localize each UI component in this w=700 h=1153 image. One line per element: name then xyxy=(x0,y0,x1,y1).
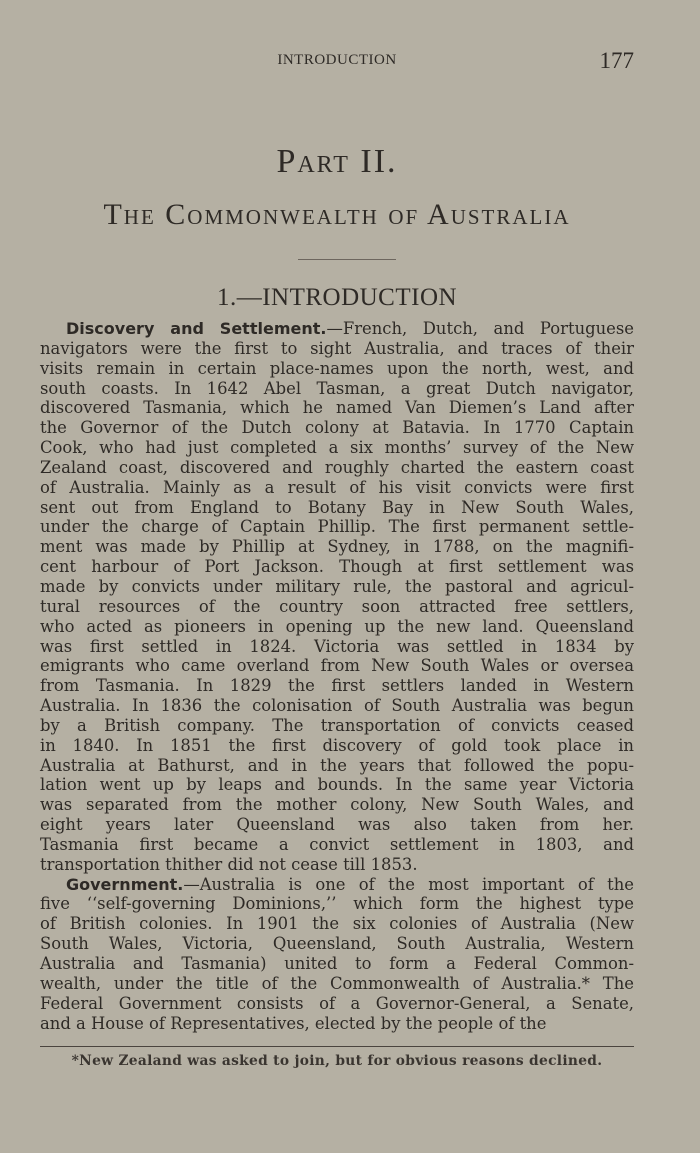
paragraph-line-text: cent harbour of Port Jackson. Though at first settlement was xyxy=(40,557,634,577)
paragraph-line xyxy=(40,418,634,438)
paragraph-line-text: —Australia is one of the most important of the xyxy=(183,874,634,894)
paragraph-line-text: was separated from the mother colony, New South Wales, and xyxy=(40,795,634,815)
paragraph-line-text: who acted as pioneers in opening up the new land. Queensland xyxy=(40,616,634,636)
paragraph-line xyxy=(40,319,634,339)
paragraph-line-text: emigrants who came overland from New South Wales or oversea xyxy=(40,656,634,676)
paragraph-line xyxy=(40,498,634,518)
paragraph-line-text: lation went up by leaps and bounds. In the same year Victoria xyxy=(40,775,634,795)
running-title: INTRODUCTION xyxy=(277,52,397,68)
paragraph-line-text: Australia. In 1836 the colonisation of South Australia was begun xyxy=(40,696,634,716)
paragraph-line xyxy=(40,954,634,974)
paragraph-line-text: navigators were the first to sight Australia, and traces of their xyxy=(40,338,634,358)
paragraph-line xyxy=(40,974,634,994)
paragraph-line-text: made by convicts under military rule, the pastoral and agricul- xyxy=(40,576,634,596)
paragraph-line-text: under the charge of Captain Phillip. The first permanent settle- xyxy=(40,517,634,537)
title-divider xyxy=(298,259,396,260)
paragraph-line-text: transportation thither did not cease till 1853. xyxy=(40,854,418,874)
paragraph-line xyxy=(40,815,634,835)
paragraph-line-text: south coasts. In 1642 Abel Tasman, a great Dutch navigator, xyxy=(40,378,634,398)
paragraph-line xyxy=(40,339,634,359)
paragraph-line xyxy=(40,736,634,756)
paragraph-line-text: in 1840. In 1851 the first discovery of gold took place in xyxy=(40,735,634,755)
paragraph-line-text: was first settled in 1824. Victoria was settled in 1834 by xyxy=(40,636,634,656)
paragraph-line-text: South Wales, Victoria, Queensland, South Australia, Western xyxy=(40,934,634,954)
paragraph-line xyxy=(40,795,634,815)
footnote: *New Zealand was asked to join, but for obvious reasons declined. xyxy=(71,1053,603,1069)
paragraph-line xyxy=(40,835,634,855)
paragraph-line-text: from Tasmania. In 1829 the first settlers landed in Western xyxy=(40,676,634,696)
running-head xyxy=(40,48,634,76)
main-title: The Commonwealth of Australia xyxy=(103,198,571,231)
paragraph-line-text: of Australia. Mainly as a result of his visit convicts were first xyxy=(40,477,634,497)
paragraph-line-text: and a House of Representatives, elected by the people of the xyxy=(40,1013,547,1033)
paragraph-line xyxy=(40,676,634,696)
paragraph-line xyxy=(40,696,634,716)
paragraph-line-text: Federal Government consists of a Governor-General, a Senate, xyxy=(40,993,634,1013)
paragraph-line xyxy=(40,994,634,1014)
paragraph-line-text: discovered Tasmania, which he named Van Diemen’s Land after xyxy=(40,398,634,418)
paragraph-line-text: visits remain in certain place-names upon the north, west, and xyxy=(40,358,634,378)
paragraph-line xyxy=(40,398,634,418)
paragraph-line xyxy=(40,656,634,676)
part-title: Part II. xyxy=(276,143,398,180)
paragraph-line-text: tural resources of the country soon attracted free settlers, xyxy=(40,596,634,616)
body-text xyxy=(40,319,634,1033)
section-heading: 1.—INTRODUCTION xyxy=(216,284,458,311)
paragraph-line xyxy=(40,756,634,776)
paragraph-line xyxy=(40,478,634,498)
paragraph-line-text: Australia at Bathurst, and in the years that followed the popu- xyxy=(40,755,634,775)
paragraph-line xyxy=(40,855,634,875)
paragraph-line xyxy=(40,458,634,478)
paragraph-line-text: five ‘‘self-governing Dominions,’’ which form the highest type xyxy=(40,894,634,914)
paragraph-line xyxy=(40,914,634,934)
paragraph-line xyxy=(40,438,634,458)
page-number: 177 xyxy=(599,48,634,73)
paragraph-line-text: of British colonies. In 1901 the six colonies of Australia (New xyxy=(40,914,634,934)
paragraph-line-text: Tasmania first became a convict settlement in 1803, and xyxy=(40,834,634,854)
paragraph-line xyxy=(40,637,634,657)
paragraph-line-text: ment was made by Phillip at Sydney, in 1788, on the magnifi- xyxy=(40,537,634,557)
paragraph-line-text: Zealand coast, discovered and roughly charted the eastern coast xyxy=(40,457,634,477)
paragraph-line xyxy=(40,359,634,379)
paragraph-line xyxy=(40,577,634,597)
paragraph-line xyxy=(40,557,634,577)
paragraph-line xyxy=(40,894,634,914)
paragraph-line xyxy=(40,775,634,795)
paragraph-line-text: by a British company. The transportation of convicts ceased xyxy=(40,715,634,735)
paragraph-line xyxy=(40,875,634,895)
paragraph-line xyxy=(40,537,634,557)
paragraph-line-text: Cook, who had just completed a six months’ survey of the New xyxy=(40,438,634,458)
paragraph-line xyxy=(40,597,634,617)
paragraph-line-text: Australia and Tasmania) united to form a Federal Common- xyxy=(40,954,634,973)
paragraph-run-in-heading: Government. xyxy=(66,874,184,894)
paragraph-line-text: the Governor of the Dutch colony at Batavia. In 1770 Captain xyxy=(40,418,634,438)
paragraph-line xyxy=(40,379,634,399)
paragraph-line xyxy=(40,617,634,637)
paragraph-run-in-heading: Discovery and Settlement. xyxy=(66,319,327,338)
paragraph-line-text: —French, Dutch, and Portuguese xyxy=(326,319,634,338)
paragraph-line xyxy=(40,716,634,736)
paragraph-line-text: sent out from England to Botany Bay in New South Wales, xyxy=(40,497,634,517)
paragraph-line xyxy=(40,934,634,954)
paragraph-line xyxy=(40,1014,634,1034)
paragraph-line-text: eight years later Queensland was also taken from her. xyxy=(40,815,634,835)
paragraph-line-text: wealth, under the title of the Commonwealth of Australia.* The xyxy=(40,973,634,993)
paragraph-line xyxy=(40,517,634,537)
footnote-divider xyxy=(40,1046,634,1047)
